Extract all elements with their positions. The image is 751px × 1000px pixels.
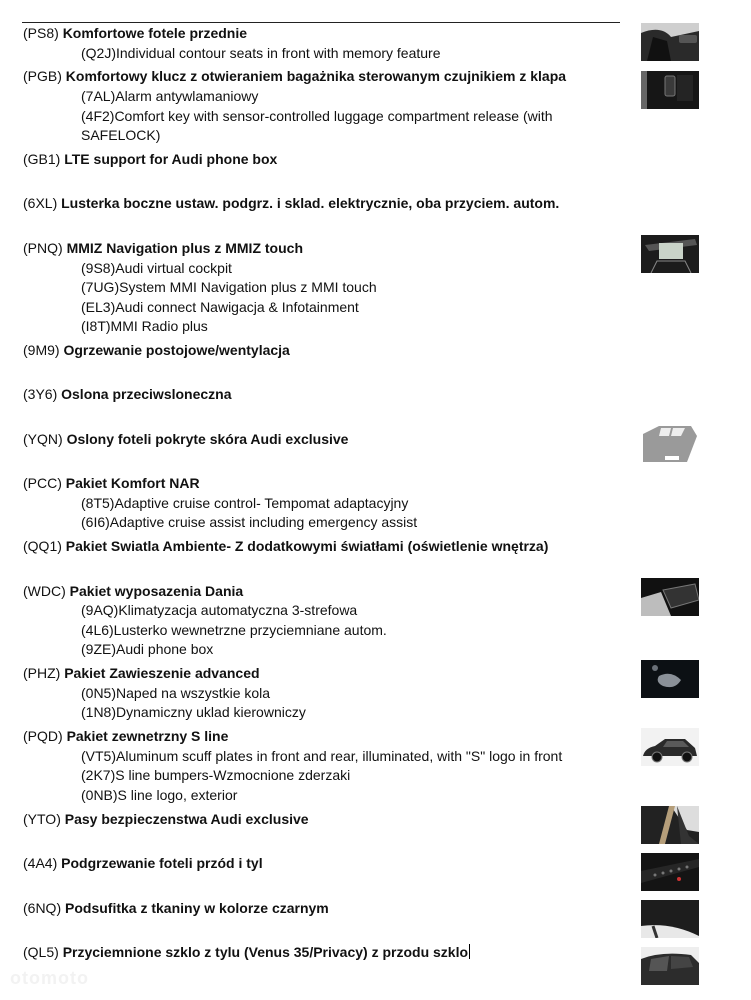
item-6xl: [23, 194, 559, 212]
sub-item: (9S8)Audi virtual cockpit: [81, 260, 232, 276]
item-code: (QL5): [23, 944, 59, 960]
s-line-car-image: [641, 728, 699, 766]
sub-item: (I8T)MMI Radio plus: [81, 318, 208, 334]
item-yto: [23, 810, 309, 828]
item-code: (WDC): [23, 583, 66, 599]
item-6nq: [23, 899, 329, 917]
item-qq1: [23, 537, 548, 555]
item-title: Ogrzewanie postojowe/wentylacja: [63, 342, 290, 358]
text-cursor: [469, 944, 470, 959]
watermark: otomoto: [10, 968, 89, 988]
item-ql5: [23, 943, 470, 961]
item-yqn: [23, 430, 348, 448]
front-seats-image: [641, 23, 699, 61]
item-code: (PQD): [23, 728, 63, 744]
item-4a4: [23, 854, 263, 872]
item-code: (9M9): [23, 342, 60, 358]
item-code: (QQ1): [23, 538, 62, 554]
item-title: Lusterka boczne ustaw. podgrz. i sklad. elektrycznie, oba przyciem. autom.: [61, 195, 560, 211]
item-3y6: [23, 385, 232, 403]
item-title: Oslony foteli pokryte skóra Audi exclusive: [66, 431, 349, 447]
item-code: (GB1): [23, 151, 61, 167]
seat-heating-buttons-image: [641, 853, 699, 891]
sub-item: (9AQ)Klimatyzacja automatyczna 3-strefowa: [81, 602, 358, 618]
sub-item: (4L6)Lusterko wewnetrzne przyciemniane autom.: [81, 622, 387, 638]
sub-item: (7AL)Alarm antywlamaniowy: [81, 88, 259, 104]
item-title: Pakiet Komfort NAR: [65, 475, 200, 491]
sub-item: SAFELOCK): [81, 127, 161, 143]
item-code: (PHZ): [23, 665, 61, 681]
top-rule: [22, 22, 620, 23]
item-title: Pakiet zewnetrzny S line: [66, 728, 229, 744]
leather-seat-covers-image: [641, 424, 699, 462]
item-code: (YTO): [23, 811, 61, 827]
item-pcc: [23, 474, 200, 492]
item-code: (PCC): [23, 475, 62, 491]
item-title: Komfortowy klucz z otwieraniem bagażnika sterowanym czujnikiem z klapa: [65, 68, 567, 84]
item-wdc: [23, 582, 243, 600]
item-title: Oslona przeciwsloneczna: [61, 386, 232, 402]
item-gb1: [23, 150, 277, 168]
item-code: (PGB): [23, 68, 62, 84]
item-title: Pasy bezpieczenstwa Audi exclusive: [64, 811, 309, 827]
phone-box-image: [641, 578, 699, 616]
sub-item: (0N5)Naped na wszystkie kola: [81, 685, 271, 701]
item-title: Przyciemnione szklo z tylu (Venus 35/Privacy) z przodu szklo: [62, 944, 469, 960]
seat-belts-image: [641, 806, 699, 844]
sub-item: (0NB)S line logo, exterior: [81, 787, 238, 803]
item-title: Komfortowe fotele przednie: [62, 25, 248, 41]
suspension-image: [641, 660, 699, 698]
item-title: Pakiet wyposazenia Dania: [69, 583, 244, 599]
sub-item: (9ZE)Audi phone box: [81, 641, 214, 657]
item-title: Podgrzewanie foteli przód i tyl: [61, 855, 263, 871]
item-ps8: [23, 24, 247, 42]
item-9m9: [23, 341, 290, 359]
trunk-sensor-key-image: [641, 71, 699, 109]
sub-item: (7UG)System MMI Navigation plus z MMI touch: [81, 279, 377, 295]
item-title: Pakiet Swiatla Ambiente- Z dodatkowymi światłami (oświetlenie wnętrza): [65, 538, 549, 554]
item-title: MMIZ Navigation plus z MMIZ touch: [66, 240, 303, 256]
item-phz: [23, 664, 260, 682]
item-pgb: [23, 67, 566, 85]
item-pnq: [23, 239, 303, 257]
sub-item: (2K7)S line bumpers-Wzmocnione zderzaki: [81, 767, 351, 783]
sub-item: (8T5)Adaptive cruise control- Tempomat adaptacyjny: [81, 495, 409, 511]
sub-item: (VT5)Aluminum scuff plates in front and rear, illuminated, with "S" logo in front: [81, 748, 563, 764]
sub-item: (6I6)Adaptive cruise assist including emergency assist: [81, 514, 418, 530]
privacy-glass-image: [641, 947, 699, 985]
item-code: (4A4): [23, 855, 58, 871]
item-title: Pakiet Zawieszenie advanced: [64, 665, 260, 681]
item-code: (PNQ): [23, 240, 63, 256]
sub-item: (1N8)Dynamiczny uklad kierowniczy: [81, 704, 306, 720]
item-code: (PS8): [23, 25, 59, 41]
sub-item: (Q2J)Individual contour seats in front with memory feature: [81, 45, 441, 61]
item-title: LTE support for Audi phone box: [64, 151, 278, 167]
mmi-navigation-image: [641, 235, 699, 273]
headliner-image: [641, 900, 699, 938]
item-code: (6NQ): [23, 900, 62, 916]
item-pqd: [23, 727, 228, 745]
item-code: (YQN): [23, 431, 63, 447]
sub-item: (4F2)Comfort key with sensor-controlled luggage compartment release (with: [81, 108, 553, 124]
item-code: (3Y6): [23, 386, 58, 402]
item-title: Podsufitka z tkaniny w kolorze czarnym: [65, 900, 329, 916]
sub-item: (EL3)Audi connect Nawigacja & Infotainment: [81, 299, 359, 315]
item-code: (6XL): [23, 195, 58, 211]
